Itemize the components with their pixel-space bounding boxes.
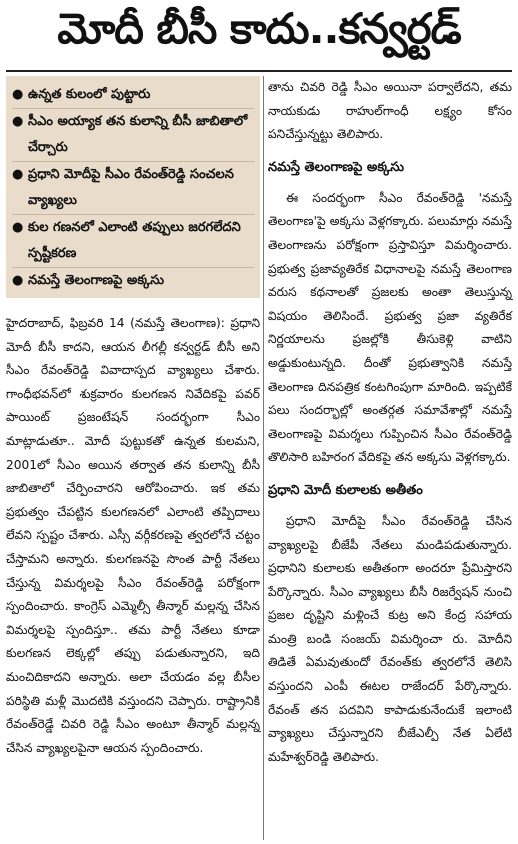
article-body-left: హైదరాబాద్, ఫిబ్రవరి 14 (నమస్తే తెలంగాణ): ప్రధాని మోదీ బీసీ కాదని, ఆయన లీగల్లీ కన్వర్టడ్ బీసీ అని సీఎం రేవంత్‌రెడ్డి వివాదాస్పద వ్యాఖ్యలు చేశారు. గాంధీభవన్‌లో శుక్రవారం కులగణన నివేదికపై పవర్ పాయింట్ ప్రజంటేషన్ సందర్భంగా సీఎం మాట్లాడుతూ.. మోదీ పుట్టుకతో ఉన్నత కులమని, 2001లో సీఎం అయిన తర్వాత తన కులాన్ని బీసీ జాబితాలో చేర్పించారని ఆరోపించారు. ఇక తమ ప్రభుత్వం చేపట్టిన కులగణనలో ఎలాంటి తప్పిదాలు లేవని స్పష్టం చేశారు. ఎస్సీ వర్గీకరణపై త్వరలోనే చట్టం చేస్తామని అన్నారు. కులగణనపై సొంత పార్టీ నేతలు చేస్తున్న విమర్శలపై సీఎం రేవంత్‌రెడ్డి పరోక్షంగా స్పందించారు. కాంగ్రెస్ ఎమ్మెల్సీ తీన్మార్ మల్లన్న చేసిన విమర్శలపై స్పందిస్తూ.. తమ పార్టీ నేతలు కూడా కులగణన లెక్కల్లో తప్పు పడుతున్నారని, ఇది మంచిదికాదని అన్నారు. అలా చేయడం వల్ల బీసీల పరిస్థితి మళ్లీ మొదటికి వస్తుందని చెప్పారు. రాష్ట్రానికి రేవంత్‌రెడ్డే చివరి రెడ్డి సీఎం అంటూ తీన్మార్ మల్లన్న చేసిన వ్యాఖ్యలపైనా ఆయన స్పందించారు. <box>6 316 260 755</box>
highlight-item: ● ఉన్నత కులంలో పుట్టారు <box>12 82 254 109</box>
bullet-icon: ● <box>12 167 24 182</box>
article-body-section-1: ఈ సందర్భంగా సీఎం రేవంత్‌రెడ్డి 'నమస్తే తెలంగాణ'పై అక్కసు వెళ్లగక్కారు. పలుమార్లు నమస్తే తెలంగాణను పరోక్షంగా ప్రస్తావిస్తూ విమర్శించారు. ప్రభుత్వ ప్రజావ్యతిరేక విధానాలపై నమస్తే తెలంగాణ వరుస కథనాలతో ప్రజలకు అంతా తెలుస్తున్న విషయం తెలిసిందే. ప్రభుత్వ ప్రజా వ్యతిరేక నిర్ణయాలను ప్రజల్లోకి తీసుకెళ్లి వాటిని అడ్డుకుంటున్నది. దీంతో ప్రభుత్వానికి నమస్తే తెలంగాణ దినపత్రిక కంటగింపుగా మారింది. ఇప్పటికే పలు సందర్భాల్లో అంతర్గత సమావేశాల్లో నమస్తే తెలంగాణపై విమర్శలు గుప్పించిన సీఎం రేవంత్‌రెడ్డి తొలిసారి బహిరంగ వేదికపై తన అక్కసు వెళ్లగక్కారు. <box>268 190 512 465</box>
highlight-item: ● కుల గణనలో ఎలాంటి తప్పులు జరగలేదని స్పష్టీకరణ <box>12 215 254 268</box>
column-divider <box>263 76 264 840</box>
subheading-modi: ప్రధాని మోదీ కులాలకు అతీతం <box>268 482 423 498</box>
right-column <box>268 76 512 769</box>
headline: మోదీ బీసీ కాదు..కన్వర్టడ్ <box>57 4 461 53</box>
bullet-icon: ● <box>12 87 24 102</box>
highlight-item: ● నమస్తే తెలంగాణపై అక్కసు <box>12 268 254 294</box>
bullet-icon: ● <box>12 220 24 235</box>
article-body-continued: తాను చివరి రెడ్డి సీఎం అయినా పర్వాలేదని, తమ నాయకుడు రాహుల్‌గాంధీ లక్ష్యం కోసం పనిచేస్తున్నట్టు తెలిపారు. <box>268 80 512 142</box>
headline-rule <box>6 70 512 72</box>
bullet-icon: ● <box>12 114 24 129</box>
highlights-box <box>6 76 260 298</box>
left-column <box>6 76 260 760</box>
highlight-item: ● ప్రధాని మోదీపై సీఎం రేవంత్‌రెడ్డి సంచలన వ్యాఖ్యలు <box>12 162 254 215</box>
article-body-section-2: ప్రధాని మోదీపై సీఎం రేవంత్‌రెడ్డి చేసిన వ్యాఖ్యలపై బీజేపీ నేతలు మండిపడుతున్నారు. ప్రధానిని కులాలకు అతీతంగా అందరూ ప్రేమిస్తారని పేర్కొన్నారు. సీఎం వ్యాఖ్యలు బీసీ రిజర్వేషన్ నుంచి ప్రజల దృష్టిని మళ్లించే కుట్ర అని కేంద్ర సహాయ మంత్రి బండి సంజయ్ విమర్శించా రు. మోదీని తిడితే ఏమవుతుందో రేవంత్‌కు త్వరలోనే తెలిసి వస్తుందని ఎంపీ ఈటల రాజేందర్ పేర్కొన్నారు. రేవంత్ తన పదవిని కాపాడుకునేందుకే ఇలాంటి వ్యాఖ్యలు చేస్తున్నారని బీజేఎల్పీ నేత ఏలేటి మహేశ్వర్‌రెడ్డి తెలిపారు. <box>268 513 512 764</box>
highlight-item: ● సీఎం అయ్యాక తన కులాన్ని బీసీ జాబితాలో చేర్చారు <box>12 109 254 162</box>
bullet-icon: ● <box>12 273 24 288</box>
subheading-namaste-telangana: నమస్తే తెలంగాణపై అక్కసు <box>268 159 405 175</box>
